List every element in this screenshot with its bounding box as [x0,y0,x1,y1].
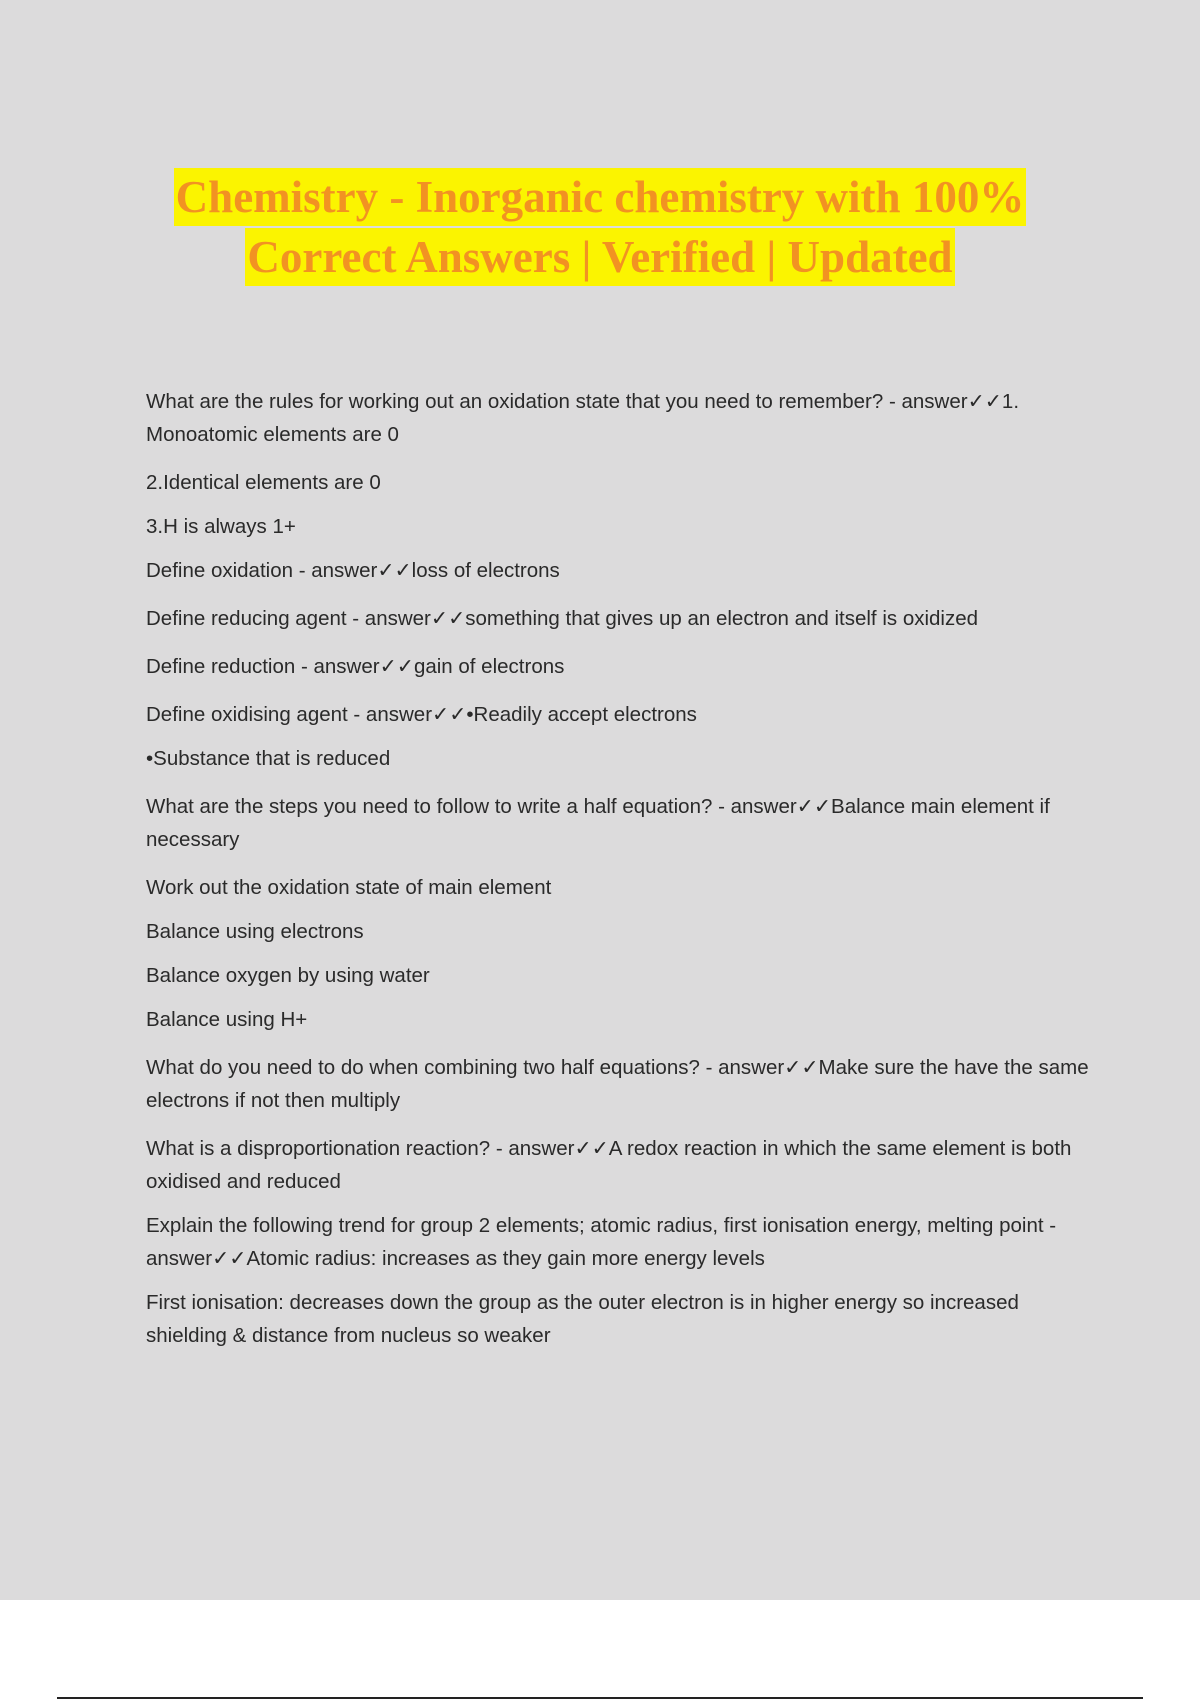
paragraph: Balance using H+ [146,1008,308,1031]
paragraph: Work out the oxidation state of main element [146,876,552,899]
paragraph: Define oxidation - answer✓✓loss of electrons [146,559,560,582]
paragraph: Balance using electrons [146,920,364,943]
paragraph: 2.Identical elements are 0 [146,471,381,494]
title-line-1: Chemistry - Inorganic chemistry with 100% [174,168,1027,226]
paragraph: What is a disproportionation reaction? - answer✓✓A redox reaction in which the same element is both oxidised and reduced [146,1137,1072,1193]
paragraph: What do you need to do when combining two half equations? - answer✓✓Make sure the have the same electrons if not then multiply [146,1056,1089,1112]
title-line-2: Correct Answers | Verified | Updated [245,228,954,286]
paragraph: Explain the following trend for group 2 elements; atomic radius, first ionisation energy, melting point - answer✓✓Atomic radius: increases as they gain more energy levels [146,1214,1057,1270]
footer-divider [57,1697,1143,1699]
paragraph: 3.H is always 1+ [146,515,296,538]
paragraph: Define reducing agent - answer✓✓something that gives up an electron and itself is oxidized [146,607,979,630]
paragraph: •Substance that is reduced [146,747,391,770]
paragraph: What are the rules for working out an oxidation state that you need to remember? - answer✓✓1. Monoatomic elements are 0 [146,390,1020,446]
paragraph: Define reduction - answer✓✓gain of electrons [146,655,565,678]
paragraph: Define oxidising agent - answer✓✓•Readily accept electrons [146,703,697,726]
paragraph: What are the steps you need to follow to write a half equation? - answer✓✓Balance main element if necessary [146,795,1050,851]
document-title [0,168,1200,286]
document-body [146,385,1096,1367]
paragraph: First ionisation: decreases down the group as the outer electron is in higher energy so increased shielding & distance from nucleus so weaker [146,1291,1019,1347]
paragraph: Balance oxygen by using water [146,964,430,987]
